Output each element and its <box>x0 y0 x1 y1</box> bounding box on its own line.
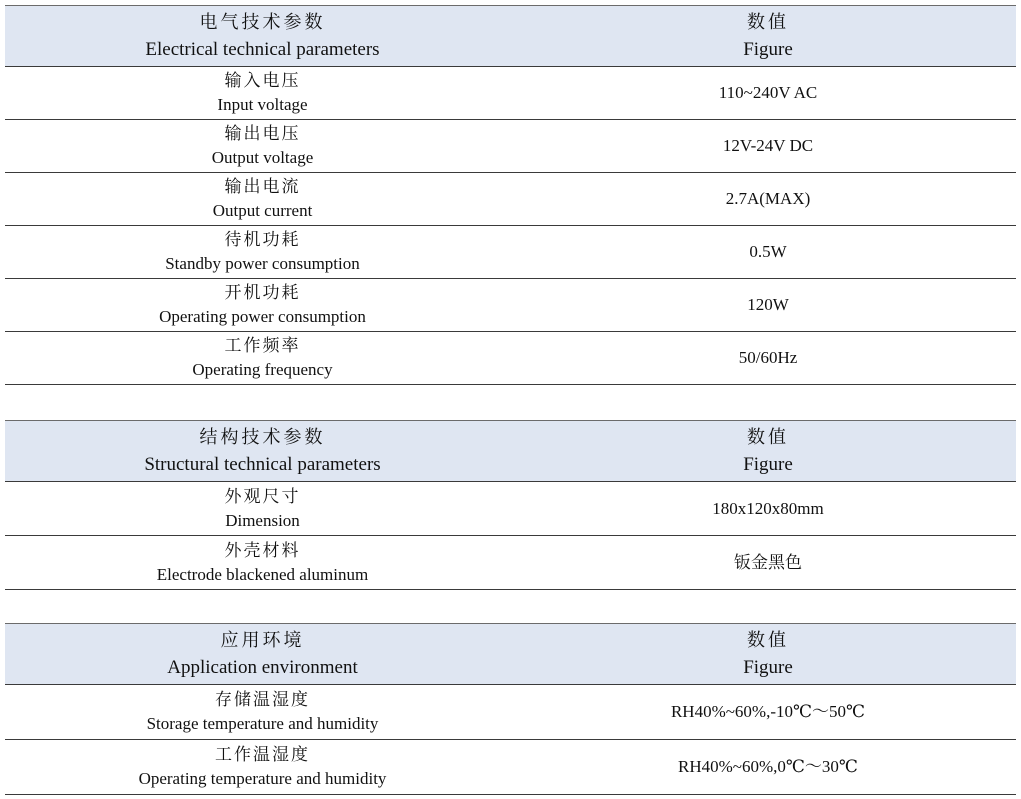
param-name-en: Operating temperature and humidity <box>138 769 387 788</box>
param-name-en: Standby power consumption <box>165 254 360 273</box>
value-header-en: Figure <box>743 454 793 475</box>
value-header-cell <box>520 6 1016 67</box>
param-cell <box>5 173 520 226</box>
param-cell <box>5 226 520 279</box>
param-name-en: Output voltage <box>211 148 314 167</box>
value-header-cell <box>520 421 1016 482</box>
table-header-row <box>5 624 1016 685</box>
param-name-en: Operating power consumption <box>159 307 366 326</box>
param-value: 0.5W <box>749 242 787 261</box>
param-header-cn: 结构技术参数 <box>199 427 326 448</box>
table-row <box>5 67 1016 120</box>
table-header-row <box>5 421 1016 482</box>
param-name-cn: 输入电压 <box>224 71 301 91</box>
value-header-cn: 数值 <box>747 12 789 33</box>
param-name-cn: 待机功耗 <box>224 230 301 250</box>
table-row <box>5 120 1016 173</box>
param-name-en: Storage temperature and humidity <box>146 714 379 733</box>
param-header-cn: 应用环境 <box>220 630 305 651</box>
param-name-en: Output current <box>212 201 313 220</box>
param-value: 180x120x80mm <box>712 498 824 518</box>
param-header-en: Structural technical parameters <box>144 454 381 475</box>
param-cell <box>5 536 520 590</box>
value-header-cn: 数值 <box>747 630 789 651</box>
param-cell <box>5 740 520 795</box>
param-cell <box>5 332 520 385</box>
param-value: RH40%~60%,0℃～30℃ <box>678 757 858 776</box>
param-name-cn: 存储温湿度 <box>215 690 310 710</box>
param-name-cn: 输出电流 <box>224 177 301 197</box>
param-value: 12V-24V DC <box>722 136 814 155</box>
param-value: RH40%~60%,-10℃～50℃ <box>670 702 866 721</box>
param-name-en: Electrode blackened aluminum <box>156 564 369 584</box>
param-header-cell <box>5 421 520 482</box>
application-environment-table <box>5 623 1016 795</box>
electrical-parameters-table <box>5 5 1016 385</box>
param-cell <box>5 685 520 740</box>
param-header-cell <box>5 624 520 685</box>
param-name-en: Input voltage <box>217 95 308 114</box>
param-name-en: Operating frequency <box>192 360 333 379</box>
param-header-cn: 电气技术参数 <box>199 12 326 33</box>
param-header-en: Application environment <box>167 657 358 678</box>
value-header-en: Figure <box>743 657 793 678</box>
param-cell <box>5 279 520 332</box>
table-row <box>5 482 1016 536</box>
value-header-cn: 数值 <box>747 427 789 448</box>
table-row <box>5 332 1016 385</box>
param-name-cn: 工作频率 <box>224 336 301 356</box>
param-value: 110~240V AC <box>718 83 818 102</box>
param-name-cn: 外壳材料 <box>224 540 301 561</box>
param-cell <box>5 120 520 173</box>
param-name-cn: 开机功耗 <box>224 283 301 303</box>
param-value: 50/60Hz <box>738 348 798 367</box>
param-cell <box>5 67 520 120</box>
table-row <box>5 279 1016 332</box>
param-cell <box>5 482 520 536</box>
param-value: 120W <box>747 295 789 314</box>
param-name-cn: 输出电压 <box>224 124 301 144</box>
param-value: 2.7A(MAX) <box>725 189 811 208</box>
param-value: 钣金黑色 <box>734 552 802 572</box>
value-header-en: Figure <box>743 39 793 60</box>
param-name-cn: 外观尺寸 <box>224 486 301 507</box>
param-header-en: Electrical technical parameters <box>145 39 380 60</box>
table-header-row <box>5 6 1016 67</box>
param-header-cell <box>5 6 520 67</box>
table-row <box>5 536 1016 590</box>
value-header-cell <box>520 624 1016 685</box>
param-name-cn: 工作温湿度 <box>215 745 310 765</box>
table-row <box>5 173 1016 226</box>
table-row <box>5 226 1016 279</box>
table-row <box>5 740 1016 795</box>
param-name-en: Dimension <box>225 510 300 530</box>
structural-parameters-table <box>5 420 1016 590</box>
table-row <box>5 685 1016 740</box>
